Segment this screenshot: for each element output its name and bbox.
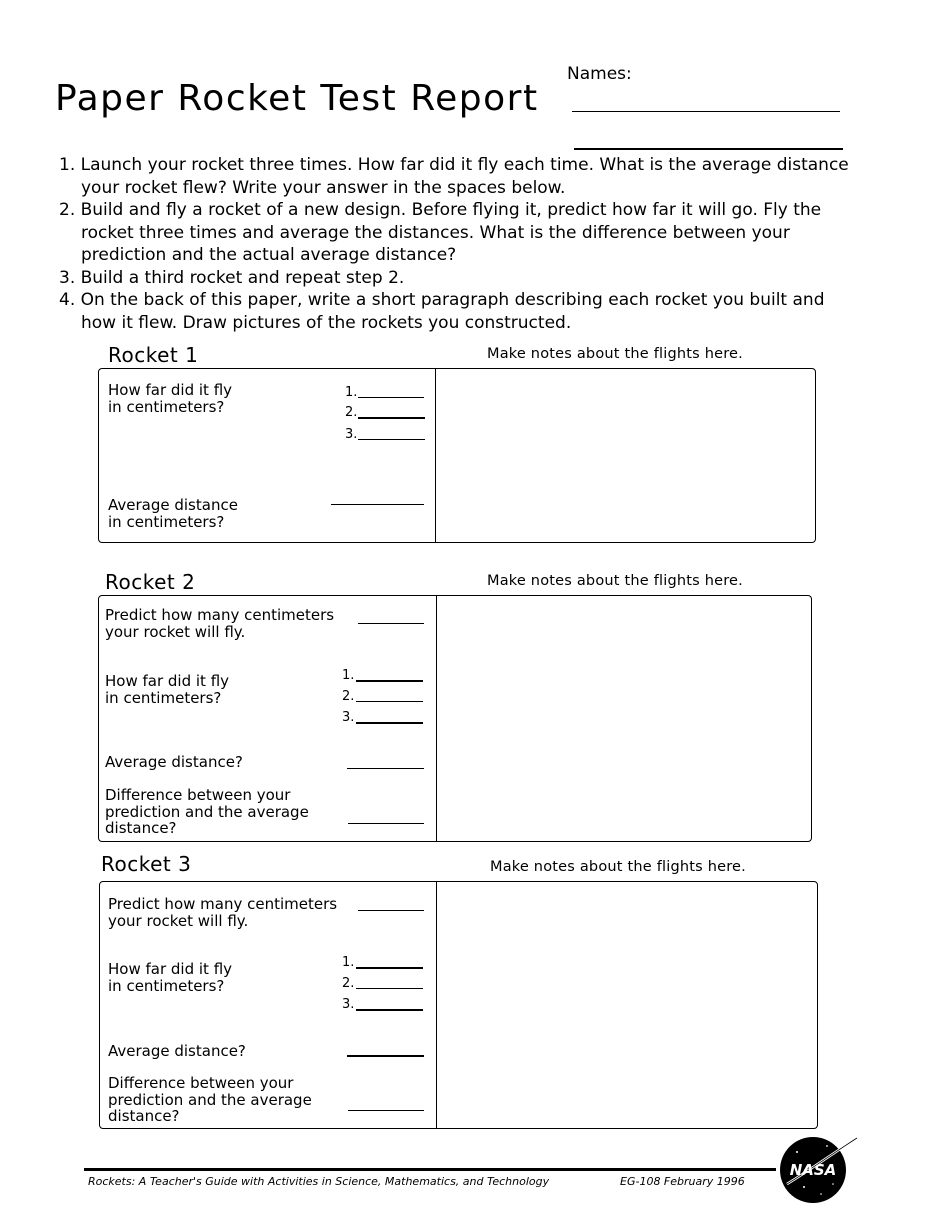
instruction-3: 3. Build a third rocket and repeat step 2. xyxy=(59,267,405,288)
rocket-2-average-question: Average distance? xyxy=(105,753,243,771)
rocket-1-fly-question: How far did it fly in centimeters? xyxy=(108,381,233,416)
footer-book-title: Rockets: A Teacher's Guide with Activities in Science, Mathematics, and Technology xyxy=(88,1175,550,1188)
rocket-3-trial-1-blank[interactable] xyxy=(356,967,423,969)
instruction-2: 2. Build and fly a rocket of a new design. Before flying it, predict how far it will go. Fly the rocket three times and average the distances. What is the difference between your prediction and the actual average distance? xyxy=(59,200,822,265)
rocket-2-notes-area[interactable] xyxy=(438,597,810,840)
rocket-1-notes-label: Make notes about the flights here. xyxy=(487,346,743,362)
rocket-2-trial-2-label: 2. xyxy=(342,689,355,704)
rocket-2-trial-2-blank[interactable] xyxy=(356,701,423,702)
rocket-1-trial-3-blank[interactable] xyxy=(358,439,425,440)
rocket-2-trial-1-blank[interactable] xyxy=(356,680,423,682)
rocket-3-trial-3-label: 3. xyxy=(342,997,355,1012)
names-label: Names: xyxy=(567,64,632,84)
instruction-4: 4. On the back of this paper, write a short paragraph describing each rocket you built and how it flew. Draw pictures of the rockets you constructed. xyxy=(59,290,825,333)
rocket-1-average-blank[interactable] xyxy=(331,504,424,505)
rocket-3-difference-question: Difference between your prediction and the average distance? xyxy=(108,1074,312,1125)
rocket-3-difference-blank[interactable] xyxy=(348,1110,424,1111)
rocket-2-title: Rocket 2 xyxy=(105,570,196,594)
rocket-2-predict-question: Predict how many centimeters your rocket will fly. xyxy=(105,606,335,641)
rocket-3-divider xyxy=(436,882,437,1128)
name-line-2[interactable] xyxy=(574,148,843,150)
rocket-1-trial-3-label: 3. xyxy=(345,427,358,442)
rocket-1-trial-1-blank[interactable] xyxy=(358,397,424,398)
rocket-1-divider xyxy=(435,369,436,542)
rocket-2-divider xyxy=(436,596,437,841)
rocket-2-predict-blank[interactable] xyxy=(358,623,424,624)
rocket-3-notes-label: Make notes about the flights here. xyxy=(490,859,746,875)
rocket-3-trial-2-blank[interactable] xyxy=(356,988,423,989)
rocket-3-trial-2-label: 2. xyxy=(342,976,355,991)
rocket-1-trial-2-blank[interactable] xyxy=(358,417,425,419)
name-line-1[interactable] xyxy=(572,111,840,112)
rocket-2-trial-1-label: 1. xyxy=(342,668,355,683)
svg-text:NASA: NASA xyxy=(789,1161,837,1179)
rocket-3-trial-1-label: 1. xyxy=(342,955,355,970)
rocket-1-title: Rocket 1 xyxy=(108,343,199,367)
rocket-2-difference-question: Difference between your prediction and the average distance? xyxy=(105,786,309,837)
rocket-3-trial-3-blank[interactable] xyxy=(356,1009,423,1011)
rocket-1-trial-2-label: 2. xyxy=(345,405,358,420)
instruction-1: 1. Launch your rocket three times. How far did it fly each time. What is the average distance your rocket flew? Write your answer in the spaces below. xyxy=(59,155,849,198)
footer-publication-code: EG-108 February 1996 xyxy=(620,1175,745,1188)
rocket-2-average-blank[interactable] xyxy=(347,768,424,769)
footer-rule xyxy=(84,1168,776,1171)
rocket-1-notes-area[interactable] xyxy=(437,370,813,541)
nasa-logo-icon xyxy=(777,1132,859,1206)
rocket-3-fly-question: How far did it fly in centimeters? xyxy=(108,960,233,995)
rocket-2-trial-3-label: 3. xyxy=(342,710,355,725)
rocket-2-notes-label: Make notes about the flights here. xyxy=(487,573,743,589)
rocket-1-average-question: Average distance in centimeters? xyxy=(108,496,238,531)
rocket-3-title: Rocket 3 xyxy=(101,852,192,876)
rocket-3-predict-question: Predict how many centimeters your rocket will fly. xyxy=(108,895,338,930)
rocket-1-trial-1-label: 1. xyxy=(345,385,358,400)
instructions-list xyxy=(59,154,859,334)
page-title: Paper Rocket Test Report xyxy=(55,78,539,119)
rocket-3-average-blank[interactable] xyxy=(347,1055,424,1057)
rocket-2-difference-blank[interactable] xyxy=(348,823,424,824)
rocket-2-trial-3-blank[interactable] xyxy=(356,722,423,724)
rocket-3-predict-blank[interactable] xyxy=(358,910,424,911)
nasa-logo xyxy=(777,1132,859,1206)
rocket-3-average-question: Average distance? xyxy=(108,1042,246,1060)
rocket-2-fly-question: How far did it fly in centimeters? xyxy=(105,672,230,707)
rocket-3-notes-area[interactable] xyxy=(438,883,816,1127)
